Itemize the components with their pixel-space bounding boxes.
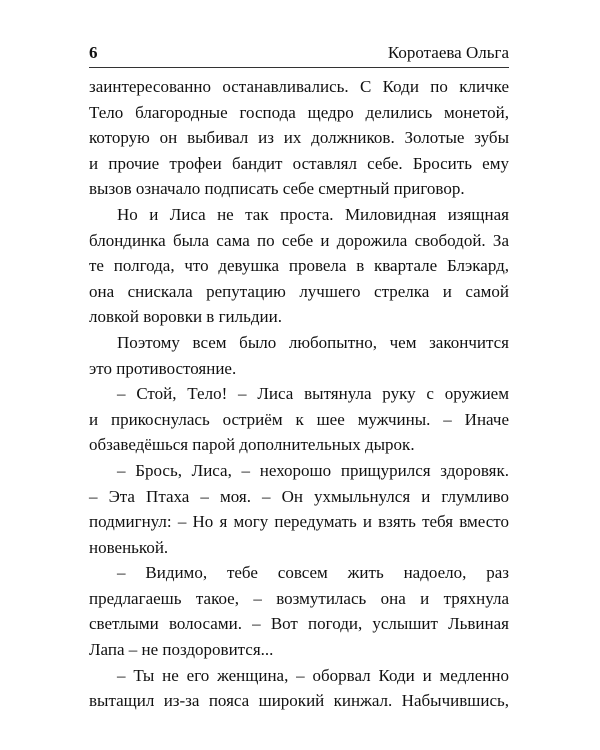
text-line: Но и Лиса не так проста. Миловидная изящная bbox=[117, 204, 509, 224]
text-line: – Ты не его женщина, – оборвал Коди и медленно bbox=[117, 665, 509, 685]
page-number: 6 bbox=[89, 43, 98, 62]
book-page bbox=[89, 40, 509, 714]
text-line: это противостояние. bbox=[89, 358, 237, 378]
header-rule bbox=[89, 67, 509, 68]
text-line: новенькой. bbox=[89, 537, 169, 557]
text-line: и прочие трофеи бандит оставлял себе. Бросить ему bbox=[89, 153, 509, 173]
text-line: вызов означало подписать себе смертный приговор. bbox=[89, 179, 465, 199]
text-line: – Эта Птаха – моя. – Он ухмыльнулся и глумливо bbox=[89, 486, 509, 506]
text-line: Лапа – не поздоровится... bbox=[89, 640, 274, 660]
page-header bbox=[89, 40, 509, 70]
text-line: обзаведёшься парой дополнительных дырок. bbox=[89, 435, 415, 455]
text-line: которую он выбивал из их должников. Золотые зубы bbox=[89, 128, 509, 148]
text-line: светлыми волосами. – Вот погоди, услышит Львиная bbox=[89, 614, 509, 634]
text-line: – Видимо, тебе совсем жить надоело, раз bbox=[117, 563, 509, 583]
text-line: вытащил из-за пояса широкий кинжал. Набычившись, bbox=[89, 691, 509, 711]
text-line: те полгода, что девушка провела в квартале Блэкард, bbox=[89, 256, 509, 276]
text-line: блондинка была сама по себе и дорожила свободой. За bbox=[89, 230, 509, 250]
text-line: и прикоснулась остриём к шее мужчины. – Иначе bbox=[89, 409, 509, 429]
text-line: – Брось, Лиса, – нехорошо прищурился здоровяк. bbox=[117, 460, 509, 480]
text-line: Тело благородные господа щедро делились монетой, bbox=[89, 102, 509, 122]
text-line: подмигнул: – Но я могу передумать и взять тебя вместо bbox=[89, 512, 509, 532]
text-line: она снискала репутацию лучшего стрелка и самой bbox=[89, 281, 509, 301]
text-line: предлагаешь такое, – возмутилась она и тряхнула bbox=[89, 588, 509, 608]
text-line: Поэтому всем было любопытно, чем закончится bbox=[117, 332, 509, 352]
running-title: Коротаева Ольга bbox=[387, 43, 509, 62]
text-line: заинтересованно останавливались. С Коди по кличке bbox=[89, 77, 509, 96]
body-text bbox=[89, 74, 509, 714]
text-line: ловкой воровки в гильдии. bbox=[89, 307, 282, 327]
text-line: – Стой, Тело! – Лиса вытянула руку с оружием bbox=[117, 384, 509, 404]
